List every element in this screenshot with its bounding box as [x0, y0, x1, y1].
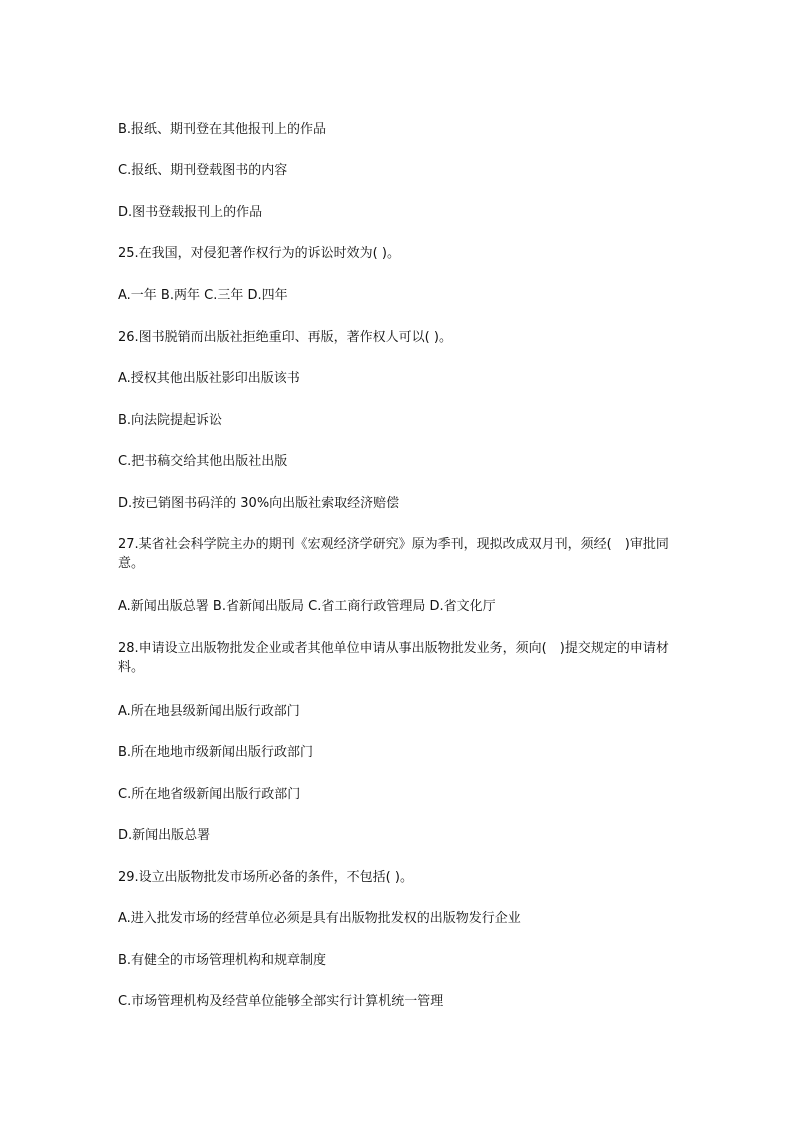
option-c-q28: C.所在地省级新闻出版行政部门: [118, 787, 301, 802]
option-b-q26: B.向法院提起诉讼: [118, 413, 223, 428]
option-a-q29: A.进入批发市场的经营单位必须是具有出版物批发权的出版物发行企业: [118, 911, 521, 926]
question-28: 28.申请设立出版物批发企业或者其他单位申请从事出版物批发业务，须向( )提交规定的申请材料。: [118, 641, 669, 675]
option-b-q29: B.有健全的市场管理机构和规章制度: [118, 953, 327, 968]
question-29: 29.设立出版物批发市场所必备的条件，不包括( )。: [118, 870, 413, 885]
question-27: 27.某省社会科学院主办的期刊《宏观经济学研究》原为季刊，现拟改成双月刊，须经( )审批同意。: [118, 537, 669, 571]
options-q25: A.一年 B.两年 C.三年 D.四年: [118, 288, 288, 303]
option-a-q28: A.所在地县级新闻出版行政部门: [118, 704, 300, 719]
question-26: 26.图书脱销而出版社拒绝重印、再版，著作权人可以( )。: [118, 330, 452, 345]
option-c-q29: C.市场管理机构及经营单位能够全部实行计算机统一管理: [118, 994, 444, 1009]
option-c-q26: C.把书稿交给其他出版社出版: [118, 454, 288, 469]
option-d-q24: D.图书登载报刊上的作品: [118, 205, 263, 220]
question-25: 25.在我国，对侵犯著作权行为的诉讼时效为( )。: [118, 246, 400, 261]
option-d-q26: D.按已销图书码洋的 30%向出版社索取经济赔偿: [118, 496, 400, 511]
options-q27: A.新闻出版总署 B.省新闻出版局 C.省工商行政管理局 D.省文化厅: [118, 599, 496, 614]
option-b-q24: B.报纸、期刊登在其他报刊上的作品: [118, 122, 327, 137]
option-c-q24: C.报纸、期刊登载图书的内容: [118, 163, 288, 178]
option-a-q26: A.授权其他出版社影印出版该书: [118, 371, 300, 386]
option-d-q28: D.新闻出版总署: [118, 828, 211, 843]
option-b-q28: B.所在地地市级新闻出版行政部门: [118, 745, 314, 760]
